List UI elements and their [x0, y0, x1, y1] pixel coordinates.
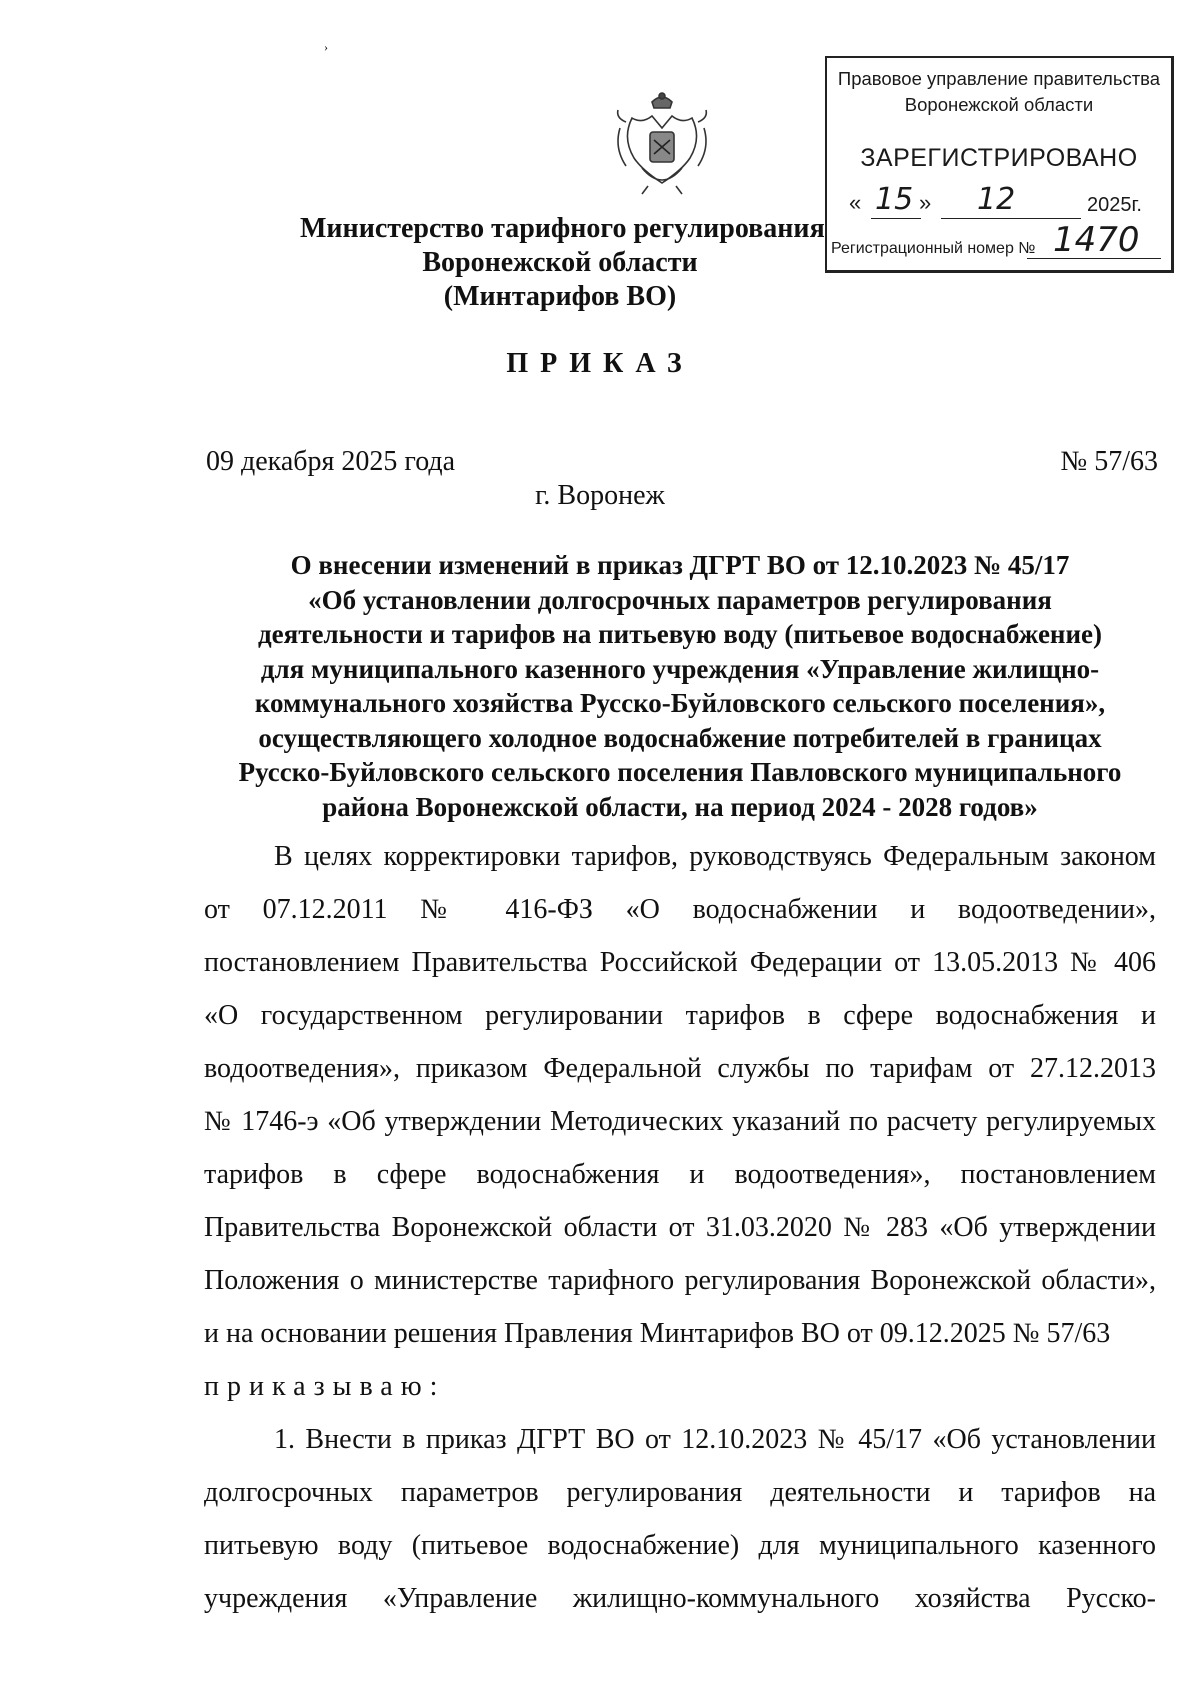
- order-city: г. Воронеж: [535, 480, 665, 511]
- stamp-number-row: [831, 220, 1161, 264]
- heading-line: деятельности и тарифов на питьевую воду (питьевое водоснабжение): [257, 619, 1103, 649]
- stamp-org-line: Воронежской области: [904, 94, 1094, 115]
- scan-mark: ›: [324, 40, 328, 54]
- body-line: и на основании решения Правления Минтарифов ВО от 09.12.2025 № 57/63: [204, 1318, 1111, 1349]
- body-line: Правительства Воронежской области от 31.03.2020 № 283 «Об утверждении: [204, 1212, 1156, 1243]
- ministry-header: [300, 212, 825, 314]
- body-line: В целях корректировки тарифов, руководствуясь Федеральным законом: [274, 841, 1156, 872]
- body-line: водоотведения», приказом Федеральной службы по тарифам от 27.12.2013: [204, 1053, 1156, 1084]
- heading-line: О внесении изменений в приказ ДГРТ ВО от 12.10.2023 № 45/17: [290, 550, 1070, 580]
- stamp-date: [849, 182, 1157, 224]
- registration-stamp: [825, 56, 1174, 273]
- preamble-paragraph: [204, 830, 1156, 1413]
- order-heading: [190, 548, 1170, 824]
- body-line: «О государственном регулировании тарифов в сфере водоснабжения и: [204, 1000, 1156, 1031]
- heading-line: Русско-Буйловского сельского поселения Павловского муниципального: [238, 757, 1122, 787]
- stamp-organization: [827, 66, 1171, 118]
- stamp-day: 15: [875, 182, 914, 217]
- coat-of-arms-emblem: [612, 88, 712, 198]
- ministry-short-name: (Минтарифов ВО): [443, 281, 677, 312]
- body-line: 1. Внести в приказ ДГРТ ВО от 12.10.2023 № 45/17 «Об установлении: [274, 1424, 1156, 1455]
- body-line: от 07.12.2011 № 416-ФЗ «О водоснабжении и водоотведении»,: [204, 894, 1156, 925]
- ministry-name: Министерство тарифного регулирования: [300, 213, 825, 244]
- heading-line: района Воронежской области, на период 2024 - 2028 годов»: [322, 791, 1038, 822]
- ministry-region: Воронежской области: [422, 247, 698, 278]
- item-1-paragraph: [204, 1413, 1156, 1625]
- heading-line: коммунального хозяйства Русско-Буйловского сельского поселения»,: [254, 688, 1106, 718]
- stamp-reg-number: 1470: [1053, 220, 1140, 260]
- heading-line: «Об установлении долгосрочных параметров регулирования: [308, 584, 1052, 615]
- stamp-registered-label: ЗАРЕГИСТРИРОВАНО: [860, 144, 1138, 172]
- stamp-month: 12: [977, 182, 1016, 217]
- heading-line: осуществляющего холодное водоснабжение потребителей в границах: [258, 722, 1102, 753]
- order-title: ПРИКАЗ: [506, 348, 694, 379]
- stamp-org-line: Правовое управление правительства: [837, 68, 1161, 89]
- stamp-reg-label: Регистрационный номер №: [831, 240, 1036, 257]
- order-date: 09 декабря 2025 года: [206, 446, 456, 477]
- body-line: тарифов в сфере водоснабжения и водоотведения», постановлением: [204, 1159, 1156, 1190]
- order-word: приказываю:: [204, 1371, 446, 1402]
- body-line: долгосрочных параметров регулирования деятельности и тарифов на: [204, 1477, 1156, 1508]
- order-number: № 57/63: [1060, 446, 1158, 477]
- body-line: № 1746-э «Об утверждении Методических указаний по расчету регулируемых: [204, 1106, 1156, 1137]
- body-line: Положения о министерстве тарифного регулирования Воронежской области»,: [204, 1265, 1156, 1296]
- body-line: постановлением Правительства Российской Федерации от 13.05.2013 № 406: [204, 947, 1156, 978]
- stamp-quote-close: »: [919, 190, 932, 215]
- body-line: учреждения «Управление жилищно-коммунального хозяйства Русско-: [204, 1583, 1156, 1614]
- heading-line: для муниципального казенного учреждения «Управление жилищно-: [260, 653, 1100, 684]
- stamp-quote-open: «: [849, 190, 862, 215]
- stamp-year: 2025г.: [1087, 194, 1142, 216]
- body-line: питьевую воду (питьевое водоснабжение) для муниципального казенного: [204, 1530, 1156, 1561]
